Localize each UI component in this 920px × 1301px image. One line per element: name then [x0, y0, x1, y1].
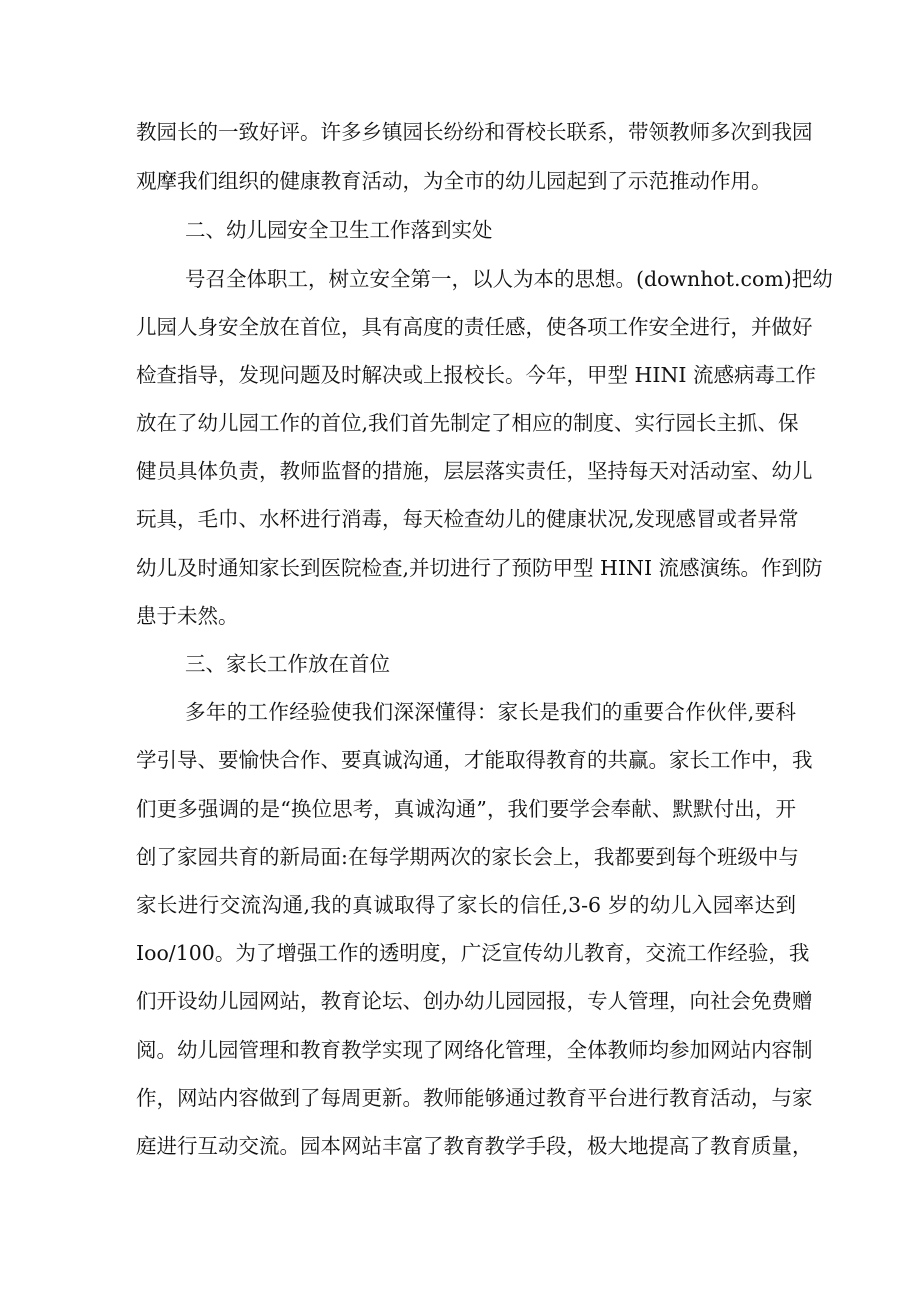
- paragraph-line: Ioo/100。为了增强工作的透明度，广泛宣传幼儿教育，交流工作经验，我: [136, 941, 810, 965]
- section-heading-3: 三、家长工作放在首位: [185, 652, 390, 676]
- paragraph-line: 庭进行互动交流。园本网站丰富了教育教学手段，极大地提高了教育质量，: [136, 1134, 813, 1158]
- paragraph-line: 观摩我们组织的健康教育活动，为全市的幼儿园起到了示范推动作用。: [136, 169, 772, 193]
- section-heading-2: 二、幼儿园安全卫生工作落到实处: [185, 218, 493, 242]
- paragraph-line: 儿园人身安全放在首位，具有高度的责任感，使各项工作安全进行，并做好: [136, 315, 813, 339]
- paragraph-line: 多年的工作经验使我们深深懂得：家长是我们的重要合作伙伴,要科: [185, 700, 796, 724]
- paragraph-line: 幼儿及时通知家长到医院检查,并切进行了预防甲型 HINI 流感演练。作到防: [136, 556, 823, 580]
- paragraph-line: 放在了幼儿园工作的首位,我们首先制定了相应的制度、实行园长主抓、保: [136, 411, 799, 435]
- paragraph-line: 阅。幼儿园管理和教育教学实现了网络化管理，全体教师均参加网站内容制: [136, 1038, 813, 1062]
- paragraph-line: 教园长的一致好评。许多乡镇园长纷纷和胥校长联系，带领教师多次到我园: [136, 120, 813, 144]
- paragraph-line: 们更多强调的是“换位思考，真诚沟通”，我们要学会奉献、默默付出，开: [136, 797, 796, 821]
- paragraph-line: 学引导、要愉快合作、要真诚沟通，才能取得教育的共赢。家长工作中，我: [136, 748, 813, 772]
- paragraph-line: 检查指导，发现问题及时解决或上报校长。今年，甲型 HINI 流感病毒工作: [136, 363, 817, 387]
- paragraph-line: 们开设幼儿园网站，教育论坛、创办幼儿园园报，专人管理，向社会免费赠: [136, 989, 813, 1013]
- paragraph-line: 玩具，毛巾、水杯进行消毒，每天检查幼儿的健康状况,发现感冒或者异常: [136, 507, 799, 531]
- paragraph-line: 健员具体负责，教师监督的措施，层层落实责任，坚持每天对活动室、幼儿: [136, 459, 813, 483]
- paragraph-line: 作，网站内容做到了每周更新。教师能够通过教育平台进行教育活动，与家: [136, 1086, 813, 1110]
- paragraph-line: 创了家园共育的新局面:在每学期两次的家长会上，我都要到每个班级中与: [136, 845, 799, 869]
- paragraph-line: 家长进行交流沟通,我的真诚取得了家长的信任,3-6 岁的幼儿入园率达到: [136, 893, 796, 917]
- paragraph-line: 号召全体职工，树立安全第一，以人为本的思想。(downhot.com)把幼: [185, 267, 833, 291]
- paragraph-line: 患于未然。: [136, 604, 239, 628]
